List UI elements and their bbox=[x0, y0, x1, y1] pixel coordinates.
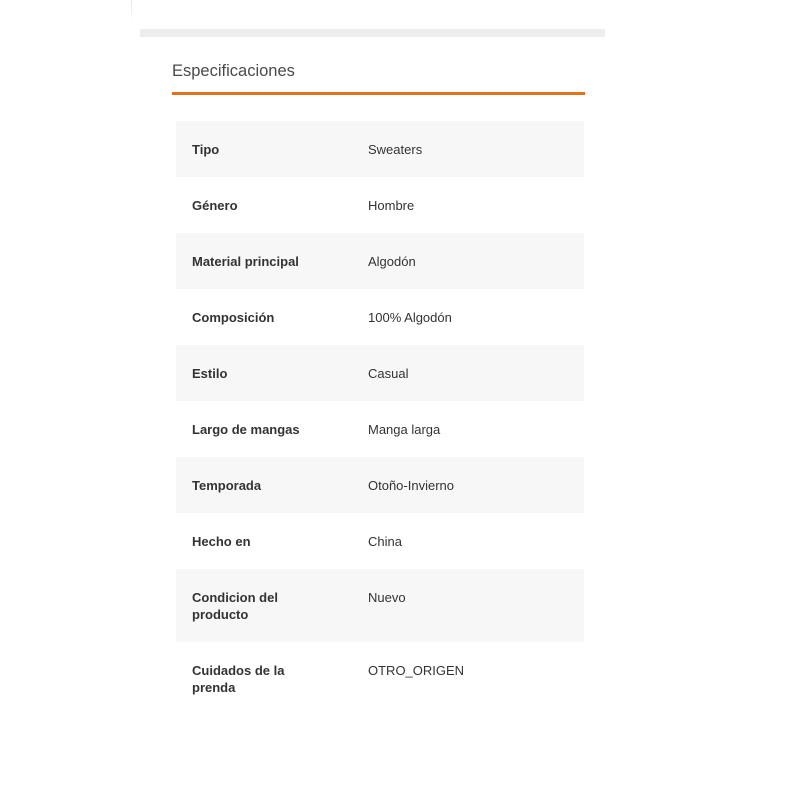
spec-value: Nuevo bbox=[368, 590, 406, 605]
spec-label: Hecho en bbox=[192, 534, 251, 549]
spec-value: Sweaters bbox=[368, 142, 423, 157]
spec-label: Estilo bbox=[192, 366, 228, 381]
spec-value: Manga larga bbox=[368, 422, 441, 437]
spec-label: Tipo bbox=[192, 142, 220, 157]
spec-row bbox=[176, 233, 584, 289]
section-title: Especificaciones bbox=[172, 62, 295, 80]
spec-label: Composición bbox=[192, 310, 275, 325]
spec-value: Casual bbox=[368, 366, 409, 381]
spec-row bbox=[176, 642, 584, 715]
spec-row bbox=[176, 457, 584, 513]
spec-row bbox=[176, 345, 584, 401]
spec-label: Género bbox=[192, 198, 238, 213]
spec-label: Material principal bbox=[192, 254, 299, 269]
spec-row bbox=[176, 289, 584, 345]
title-underline bbox=[172, 92, 585, 95]
spec-row bbox=[176, 121, 584, 177]
spec-value: 100% Algodón bbox=[368, 310, 452, 325]
section-divider bbox=[140, 29, 605, 37]
spec-value: OTRO_ORIGEN bbox=[368, 663, 465, 678]
spec-value: Hombre bbox=[368, 198, 415, 213]
spec-value: Algodón bbox=[368, 254, 416, 269]
card-left-border bbox=[131, 0, 132, 23]
spec-label: Condicion del producto bbox=[192, 590, 278, 622]
spec-row bbox=[176, 401, 584, 457]
spec-value: Otoño-Invierno bbox=[368, 478, 454, 493]
spec-row bbox=[176, 569, 584, 642]
spec-label: Largo de mangas bbox=[192, 422, 300, 437]
spec-row bbox=[176, 513, 584, 569]
spec-row bbox=[176, 177, 584, 233]
spec-value: China bbox=[368, 534, 402, 549]
specs-table bbox=[176, 121, 584, 715]
spec-label: Temporada bbox=[192, 478, 262, 493]
spec-label: Cuidados de la prenda bbox=[192, 663, 285, 695]
